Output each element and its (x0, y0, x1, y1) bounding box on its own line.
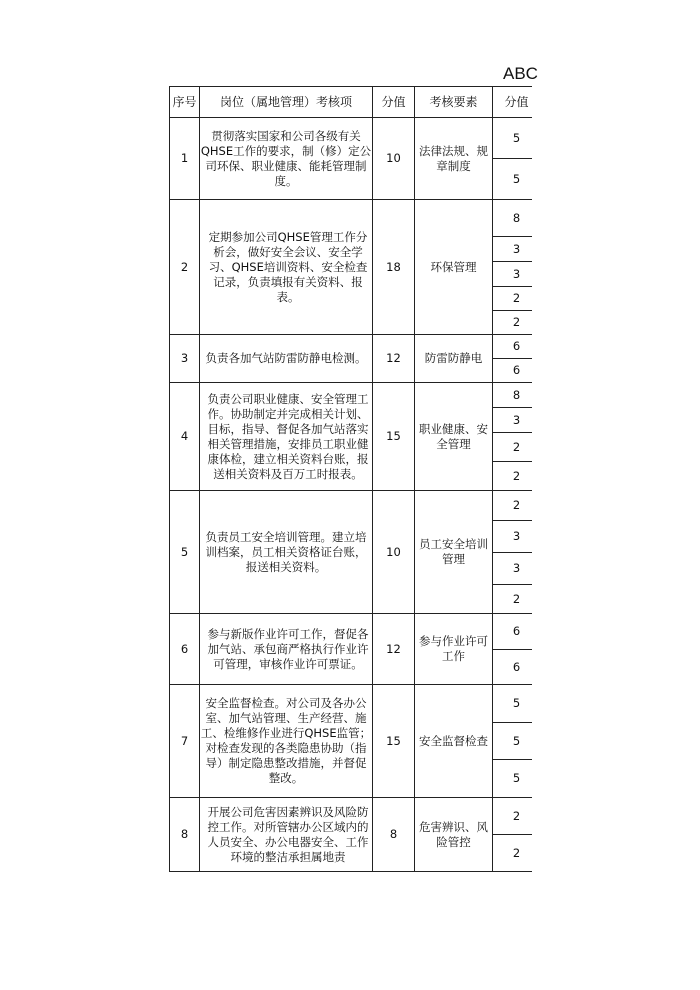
sub-score-cell: 5 (493, 723, 533, 760)
sub-score-cell: 3 (493, 408, 533, 433)
sub-score-cell: 2 (493, 462, 533, 491)
sub-score-cell: 8 (493, 383, 533, 408)
row-element: 参与作业许可工作 (415, 614, 493, 685)
row-element: 防雷防静电 (415, 335, 493, 383)
table-row (170, 200, 533, 237)
row-seq: 5 (170, 491, 200, 614)
row-item: 参与新版作业许可工作，督促各加气站、承包商严格执行作业许可管理，审核作业许可票证。 (200, 614, 373, 685)
row-score: 8 (373, 798, 415, 872)
row-score: 10 (373, 491, 415, 614)
sub-score-cell: 8 (493, 200, 533, 237)
table-row (170, 491, 533, 521)
row-element: 危害辨识、风险管控 (415, 798, 493, 872)
document-title: ABC (503, 64, 538, 83)
row-element: 员工安全培训管理 (415, 491, 493, 614)
header-score: 分值 (373, 87, 415, 118)
sub-score-cell: 2 (493, 798, 533, 835)
table-header-row (170, 87, 533, 118)
row-element: 环保管理 (415, 200, 493, 335)
table-row (170, 335, 533, 359)
header-sub-score: 分值 (493, 87, 533, 118)
row-score: 15 (373, 685, 415, 798)
assessment-table (169, 86, 532, 872)
row-item: 开展公司危害因素辨识及风险防控工作。对所管辖办公区域内的人员安全、办公电器安全、工作环境的整洁承担属地责 (200, 798, 373, 872)
header-seq: 序号 (170, 87, 200, 118)
sub-score-cell: 5 (493, 760, 533, 798)
table-row (170, 798, 533, 835)
row-item: 贯彻落实国家和公司各级有关QHSE工作的要求，制（修）定公司环保、职业健康、能耗管理制度。 (200, 118, 373, 200)
sub-score-cell: 2 (493, 433, 533, 462)
row-item: 定期参加公司QHSE管理工作分析会，做好安全会议、安全学习、QHSE培训资料、安全检查记录，负责填报有关资料、报表。 (200, 200, 373, 335)
row-item: 安全监督检查。对公司及各办公室、加气站管理、生产经营、施工、检维修作业进行QHSE监管；对检查发现的各类隐患协助（指导）制定隐患整改措施，并督促整改。 (200, 685, 373, 798)
row-score: 15 (373, 383, 415, 491)
table-row (170, 614, 533, 650)
sub-score-cell: 3 (493, 553, 533, 585)
row-seq: 6 (170, 614, 200, 685)
table-row (170, 685, 533, 723)
table-row (170, 118, 533, 159)
row-element: 安全监督检查 (415, 685, 493, 798)
sub-score-cell: 3 (493, 521, 533, 553)
row-element: 职业健康、安全管理 (415, 383, 493, 491)
row-seq: 4 (170, 383, 200, 491)
row-score: 18 (373, 200, 415, 335)
row-score: 12 (373, 335, 415, 383)
sub-score-cell: 2 (493, 491, 533, 521)
assessment-table-viewport (169, 86, 532, 874)
sub-score-cell: 6 (493, 359, 533, 383)
sub-score-cell: 5 (493, 118, 533, 159)
row-item: 负责公司职业健康、安全管理工作。协助制定并完成相关计划、目标，指导、督促各加气站落实相关管理措施，安排员工职业健康体检，建立相关资料台账，报送相关资料及百万工时报表。 (200, 383, 373, 491)
row-score: 10 (373, 118, 415, 200)
sub-score-cell: 2 (493, 585, 533, 614)
row-seq: 3 (170, 335, 200, 383)
sub-score-cell: 5 (493, 685, 533, 723)
row-element: 法律法规、规章制度 (415, 118, 493, 200)
sub-score-cell: 2 (493, 287, 533, 311)
header-item: 岗位（属地管理）考核项 (200, 87, 373, 118)
sub-score-cell: 2 (493, 311, 533, 335)
sub-score-cell: 6 (493, 614, 533, 650)
row-seq: 1 (170, 118, 200, 200)
sub-score-cell: 6 (493, 335, 533, 359)
sub-score-cell: 5 (493, 159, 533, 200)
row-item: 负责各加气站防雷防静电检测。 (200, 335, 373, 383)
header-element: 考核要素 (415, 87, 493, 118)
sub-score-cell: 3 (493, 237, 533, 262)
row-seq: 7 (170, 685, 200, 798)
row-score: 12 (373, 614, 415, 685)
row-item: 负责员工安全培训管理。建立培训档案，员工相关资格证台账，报送相关资料。 (200, 491, 373, 614)
table-row (170, 383, 533, 408)
sub-score-cell: 3 (493, 262, 533, 287)
row-seq: 2 (170, 200, 200, 335)
sub-score-cell: 2 (493, 835, 533, 872)
sub-score-cell: 6 (493, 650, 533, 685)
row-seq: 8 (170, 798, 200, 872)
